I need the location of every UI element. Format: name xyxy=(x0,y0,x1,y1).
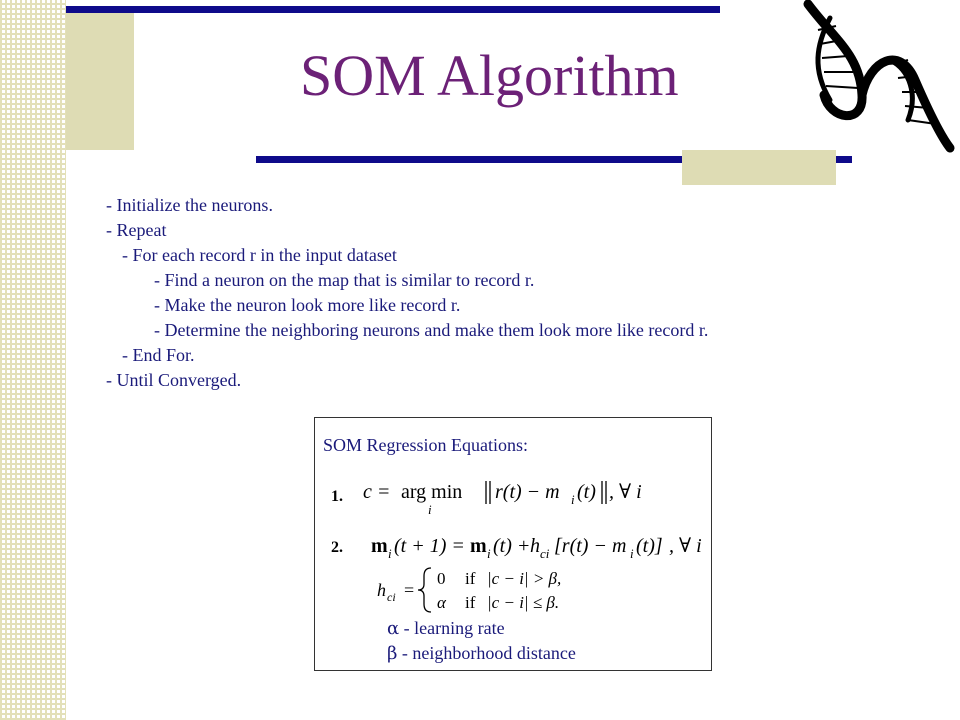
eq1-argmin: arg min xyxy=(401,481,463,503)
eq1-lhs: c = xyxy=(363,481,391,503)
eq2-lhs-subscript: i xyxy=(388,546,392,561)
list-item: - Until Converged. xyxy=(106,370,242,390)
eq3-case1-condition: |c − i| > β, xyxy=(487,569,562,588)
eq2-bracket-tail: (t)] xyxy=(636,535,663,557)
legend-label: - learning rate xyxy=(399,618,505,638)
eq2-h-subscript: ci xyxy=(540,546,550,561)
dna-helix-icon xyxy=(790,0,960,160)
equation-3 xyxy=(371,564,601,616)
eq3-lhs: h xyxy=(377,580,386,600)
list-item: - For each record r in the input dataset xyxy=(122,245,397,265)
eq2-rhs-subscript: i xyxy=(487,546,491,561)
legend-item-beta xyxy=(387,643,576,664)
equation-number-1: 1. xyxy=(331,488,343,505)
list-item: - Initialize the neurons. xyxy=(106,195,273,215)
eq3-case1-value: 0 xyxy=(437,569,446,588)
eq2-lhs-arg: (t + 1) = xyxy=(394,535,465,557)
eq3-lhs-subscript: ci xyxy=(387,590,396,604)
decorative-pattern-strip xyxy=(0,0,66,720)
list-item: - Find a neuron on the map that is similar to record r. xyxy=(154,270,535,290)
eq3-case2-value: α xyxy=(437,593,446,612)
eq1-norm-body: r(t) − m xyxy=(495,481,560,503)
eq2-lhs-m: m xyxy=(371,535,388,557)
decorative-tan-block xyxy=(66,13,134,150)
list-item: - Repeat xyxy=(106,220,167,240)
eq2-rhs-arg: (t) + xyxy=(493,535,531,557)
eq3-case2-condition: |c − i| ≤ β. xyxy=(487,593,560,612)
equations-heading: SOM Regression Equations: xyxy=(323,435,528,455)
eq3-case2-if: if xyxy=(465,593,476,612)
equations-box xyxy=(314,417,712,671)
eq2-bracket-subscript: i xyxy=(630,546,634,561)
list-item: - End For. xyxy=(122,345,195,365)
eq3-equals: = xyxy=(404,580,415,600)
page-title: SOM Algorithm xyxy=(300,43,679,108)
equation-number-2: 2. xyxy=(331,539,343,556)
eq2-quantifier: , ∀ i xyxy=(669,535,702,557)
alpha-symbol: α xyxy=(387,618,400,639)
list-item: - Determine the neighboring neurons and make them look more like record r. xyxy=(154,320,709,340)
eq1-norm-subscript: i xyxy=(571,492,575,507)
list-item: - Make the neuron look more like record r. xyxy=(154,295,461,315)
eq1-quantifier: , ∀ i xyxy=(609,481,642,503)
beta-symbol: β xyxy=(387,643,398,664)
eq3-case1-if: if xyxy=(465,569,476,588)
equation-1 xyxy=(361,474,661,522)
eq1-subscript: i xyxy=(428,502,432,517)
algorithm-steps xyxy=(106,195,708,395)
top-divider xyxy=(66,6,720,13)
equation-2 xyxy=(367,528,707,564)
legend-label: - neighborhood distance xyxy=(397,643,576,663)
legend-item-alpha xyxy=(387,618,505,639)
eq1-norm-tail: (t) xyxy=(577,481,596,503)
eq2-rhs-m: m xyxy=(470,535,487,557)
eq2-bracket: [r(t) − m xyxy=(554,535,627,557)
eq2-h: h xyxy=(530,535,540,557)
